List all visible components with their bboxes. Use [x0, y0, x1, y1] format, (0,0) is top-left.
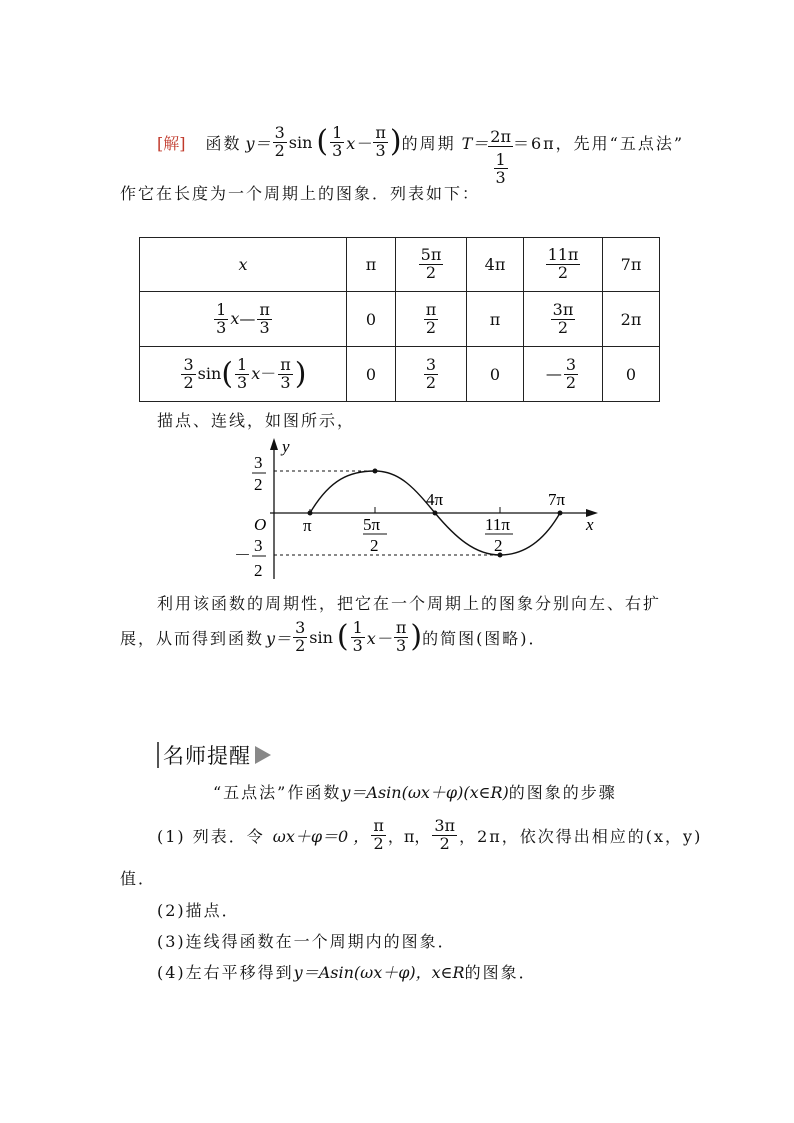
tips-heading: 名师提醒 — [157, 740, 271, 770]
table-cell: π — [347, 238, 396, 292]
table-cell: $\frac{3\pi}{2}$ — [524, 292, 603, 347]
table-cell: $\frac{3}{2}$ sin( $\frac{1}{3}$ x－ $\frac{\pi}{3}$ ) — [140, 347, 347, 402]
tick-label-4pi: 4π — [426, 490, 444, 509]
conclusion-line2: 展，从而得到函数 y＝ $\frac{3}{2}$ sin ( $\frac{1}{3}$ x－ $\frac{\pi}{3}$ ) 的简图(图略)． — [120, 618, 547, 655]
table-cell: $\frac{1}{3}$ x— $\frac{\pi}{3}$ — [140, 292, 347, 347]
solution-tag: [解] — [157, 133, 186, 153]
inner-x: x－ — [346, 133, 372, 153]
table-cell: $\frac{\pi}{2}$ — [396, 292, 467, 347]
right-paren: ) — [389, 124, 402, 160]
tips-subtitle: “五点法”作函数y＝Asin(ωx＋φ)(x∈R)的图象的步骤 — [213, 783, 617, 802]
svg-text:3: 3 — [254, 536, 263, 555]
table-cell: 7π — [603, 238, 660, 292]
point-3 — [433, 511, 438, 516]
origin-label: O — [254, 515, 267, 534]
table-cell: — $\frac{3}{2}$ — [524, 347, 603, 402]
svg-text:2: 2 — [254, 475, 263, 494]
y-axis-label: y — [282, 437, 290, 456]
table-cell: $\frac{3}{2}$ — [396, 347, 467, 402]
point-1 — [308, 511, 313, 516]
svg-text:2: 2 — [254, 561, 263, 580]
table-cell: $\frac{11\pi}{2}$ — [524, 238, 603, 292]
table-cell: x — [140, 238, 347, 292]
heading-bar — [157, 742, 159, 768]
period-fraction: 2π 1 3 — [490, 127, 511, 188]
period-text: 的周期 — [401, 133, 456, 153]
table-row-y — [140, 347, 660, 402]
point-5 — [558, 511, 563, 516]
step-1-cont: 值． — [120, 869, 157, 888]
step-4: (4)左右平移得到y＝Asin(ωx＋φ)，x∈R的图象． — [157, 963, 537, 982]
step-2: (2)描点． — [157, 901, 240, 920]
svg-text:5π: 5π — [363, 515, 381, 534]
svg-text:2: 2 — [494, 536, 503, 555]
triangle-icon — [255, 746, 271, 764]
T-eq: T＝ — [461, 133, 489, 153]
eq-6pi-text: ＝6π，先用“五点法” — [512, 133, 685, 153]
step-1: (1) 列表．令 ωx＋φ＝0 ， $\frac{\pi}{2}$ ，π， $\frac{3\pi}{2}$ ，2π，依次得出相应的(x，y) — [157, 816, 703, 853]
sin-text: sin — [288, 132, 313, 152]
plot-caption: 描点、连线，如图所示， — [157, 411, 356, 430]
sine-graph — [230, 434, 610, 584]
svg-text:－: － — [234, 546, 251, 565]
table-cell: $\frac{5\pi}{2}$ — [396, 238, 467, 292]
table-cell: 4π — [467, 238, 524, 292]
table-cell: 0 — [603, 347, 660, 402]
table-cell: 0 — [347, 347, 396, 402]
table-cell: 0 — [467, 347, 524, 402]
left-paren: ( — [316, 124, 329, 160]
coef-fraction: $\frac{3}{2}$ — [274, 123, 285, 160]
y-axis-arrow — [270, 438, 278, 450]
tick-label-pi: π — [303, 516, 312, 535]
step-3: (3)连线得函数在一个周期内的图象． — [157, 932, 456, 951]
value-table — [139, 237, 660, 402]
table-row-x — [140, 238, 660, 292]
conclusion-line1: 利用该函数的周期性，把它在一个周期上的图象分别向左、右扩 — [157, 594, 662, 613]
point-2 — [373, 469, 378, 474]
inner-fraction: $\frac{1}{3}$ — [332, 123, 343, 160]
x-axis-label: x — [586, 515, 594, 534]
pi-fraction: $\frac{\pi}{3}$ — [375, 123, 386, 160]
intro-text: 函数 — [205, 133, 242, 153]
svg-text:11π: 11π — [485, 515, 510, 534]
svg-text:2: 2 — [370, 536, 379, 555]
y-eq: y＝ — [245, 133, 271, 153]
table-cell: π — [467, 292, 524, 347]
svg-text:3: 3 — [254, 453, 263, 472]
table-row-phase — [140, 292, 660, 347]
table-cell: 2π — [603, 292, 660, 347]
table-cell: 0 — [347, 292, 396, 347]
solution-line2: 作它在长度为一个周期上的图象．列表如下： — [120, 184, 481, 203]
tick-label-7pi: 7π — [548, 490, 566, 509]
solution-line1 — [157, 98, 684, 187]
